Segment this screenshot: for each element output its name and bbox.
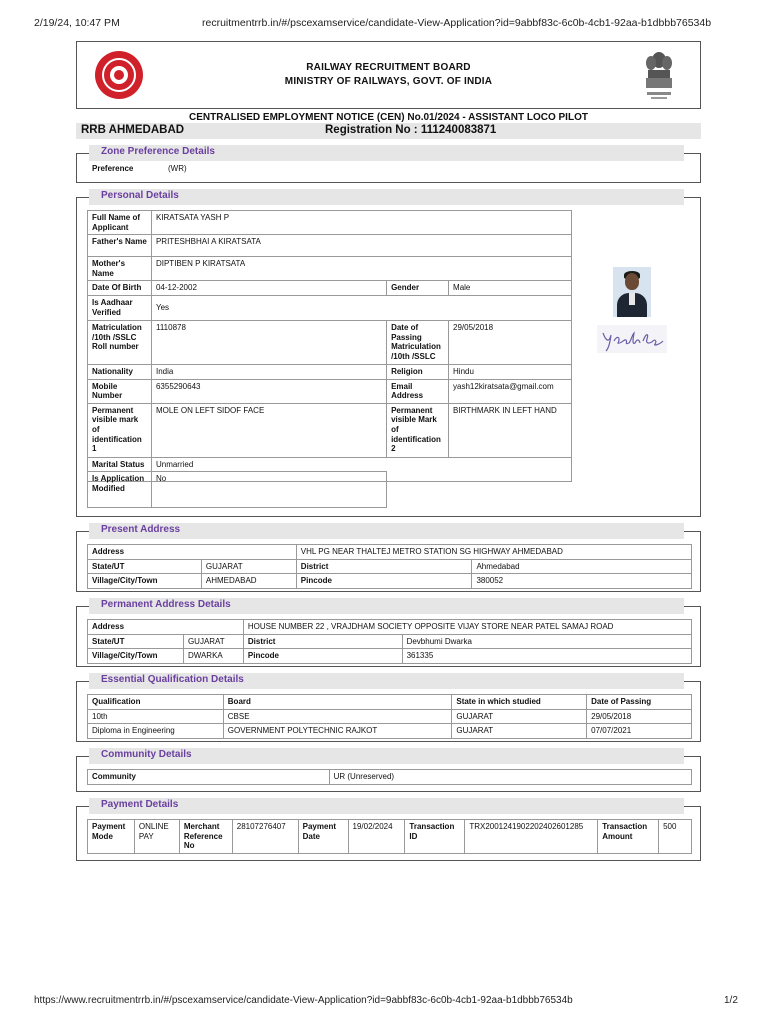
section-heading bbox=[89, 523, 684, 539]
table-row bbox=[88, 574, 692, 589]
gender-label: Gender bbox=[387, 281, 449, 296]
present-state-value: GUJARAT bbox=[201, 559, 296, 574]
table-row bbox=[88, 472, 387, 508]
permanent-district-label: District bbox=[243, 634, 402, 649]
transaction-id-label: Transaction ID bbox=[405, 820, 465, 854]
religion-value: Hindu bbox=[449, 364, 572, 379]
gender-value: Male bbox=[449, 281, 572, 296]
column-header: Board bbox=[223, 695, 452, 710]
mobile-value: 6355290643 bbox=[151, 379, 386, 403]
table-row bbox=[88, 364, 572, 379]
column-header: State in which studied bbox=[452, 695, 587, 710]
full-name-label: Full Name of Applicant bbox=[88, 211, 152, 235]
table-cell: 10th bbox=[88, 709, 224, 724]
qualification-section-title: Essential Qualification Details bbox=[101, 674, 244, 685]
table-cell: Diploma in Engineering bbox=[88, 724, 224, 739]
table-cell: GUJARAT bbox=[452, 709, 587, 724]
permanent-state-label: State/UT bbox=[88, 634, 184, 649]
mobile-label: Mobile Number bbox=[88, 379, 152, 403]
table-header-row bbox=[88, 695, 692, 710]
print-url: recruitmentrrb.in/#/pscexamservice/candidate-View-Application?id=9abbf83c-6c0b-4cb1-92aa-b1dbbb76534b bbox=[202, 17, 712, 29]
permanent-pincode-label: Pincode bbox=[243, 649, 402, 664]
table-cell: GUJARAT bbox=[452, 724, 587, 739]
permanent-city-label: Village/City/Town bbox=[88, 649, 184, 664]
email-value: yash12kiratsata@gmail.com bbox=[449, 379, 572, 403]
present-district-value: Ahmedabad bbox=[472, 559, 692, 574]
permanent-address-table bbox=[87, 619, 692, 664]
aadhaar-value: Yes bbox=[151, 295, 571, 320]
father-name-label: Father's Name bbox=[88, 235, 152, 257]
permanent-district-value: Devbhumi Dwarka bbox=[402, 634, 691, 649]
column-header: Qualification bbox=[88, 695, 224, 710]
table-row bbox=[88, 724, 692, 739]
transaction-id-value: TRX2001241902202402601285 bbox=[465, 820, 598, 854]
payment-section bbox=[76, 799, 701, 861]
community-section-title: Community Details bbox=[101, 749, 192, 760]
merchant-ref-value: 28107276407 bbox=[232, 820, 298, 854]
print-datetime: 2/19/24, 10:47 PM bbox=[34, 17, 120, 29]
zone-preference-section bbox=[76, 146, 701, 183]
table-row bbox=[88, 379, 572, 403]
permanent-address-section bbox=[76, 599, 701, 667]
mother-name-value: DIPTIBEN P KIRATSATA bbox=[151, 257, 571, 281]
aadhaar-label: Is Aadhaar Verified bbox=[88, 295, 152, 320]
table-row bbox=[88, 211, 572, 235]
mark2-value: BIRTHMARK IN LEFT HAND bbox=[449, 403, 572, 457]
present-address-section bbox=[76, 524, 701, 592]
table-row bbox=[88, 770, 692, 785]
transaction-amount-label: Transaction Amount bbox=[598, 820, 659, 854]
mark1-value: MOLE ON LEFT SIDOF FACE bbox=[151, 403, 386, 457]
permanent-address-value: HOUSE NUMBER 22 , VRAJDHAM SOCIETY OPPOSITE VIJAY STORE NEAR PATEL SAMAJ ROAD bbox=[243, 620, 691, 635]
transaction-amount-value: 500 bbox=[659, 820, 692, 854]
community-section bbox=[76, 749, 701, 792]
table-row bbox=[88, 634, 692, 649]
section-heading bbox=[89, 145, 684, 161]
payment-table bbox=[87, 819, 692, 854]
document-header bbox=[76, 41, 701, 109]
table-cell: 29/05/2018 bbox=[587, 709, 692, 724]
present-address-label: Address bbox=[88, 545, 297, 560]
table-row bbox=[88, 235, 572, 257]
registration-number: Registration No : 111240083871 bbox=[325, 124, 497, 136]
present-address-value: VHL PG NEAR THALTEJ METRO STATION SG HIGHWAY AHMEDABAD bbox=[296, 545, 691, 560]
page-number: 1/2 bbox=[724, 995, 738, 1006]
matric-date-label: Date of Passing Matriculation /10th /SSLC bbox=[387, 320, 449, 364]
present-address-table bbox=[87, 544, 692, 589]
table-row bbox=[88, 820, 692, 854]
present-city-value: AHMEDABAD bbox=[201, 574, 296, 589]
dob-label: Date Of Birth bbox=[88, 281, 152, 296]
applicant-signature bbox=[597, 325, 667, 353]
table-row bbox=[88, 559, 692, 574]
present-pincode-label: Pincode bbox=[296, 574, 472, 589]
merchant-ref-label: Merchant Reference No bbox=[179, 820, 232, 854]
mark1-label: Permanent visible mark of identification 1 bbox=[88, 403, 152, 457]
table-row bbox=[88, 257, 572, 281]
applicant-photo bbox=[613, 267, 651, 317]
section-heading bbox=[89, 798, 684, 814]
table-row bbox=[88, 295, 572, 320]
father-name-value: PRITESHBHAI A KIRATSATA bbox=[151, 235, 571, 257]
modified-table bbox=[87, 471, 387, 508]
table-row bbox=[88, 709, 692, 724]
nationality-value: India bbox=[151, 364, 386, 379]
present-section-title: Present Address bbox=[101, 524, 181, 535]
matric-value: 1110878 bbox=[151, 320, 386, 364]
ministry-title: MINISTRY OF RAILWAYS, GOVT. OF INDIA bbox=[284, 76, 493, 87]
marital-label: Marital Status bbox=[88, 457, 152, 481]
section-heading bbox=[89, 673, 684, 689]
table-cell: 07/07/2021 bbox=[587, 724, 692, 739]
rrb-name: RRB AHMEDABAD bbox=[81, 124, 185, 136]
present-district-label: District bbox=[296, 559, 472, 574]
payment-section-title: Payment Details bbox=[101, 799, 179, 810]
table-row bbox=[88, 281, 572, 296]
column-header: Date of Passing bbox=[587, 695, 692, 710]
community-table bbox=[87, 769, 692, 785]
personal-section-title: Personal Details bbox=[101, 190, 179, 201]
railway-logo-icon bbox=[95, 51, 143, 99]
marital-value: Unmarried bbox=[151, 457, 571, 481]
dob-value: 04-12-2002 bbox=[151, 281, 386, 296]
table-row bbox=[88, 545, 692, 560]
present-city-label: Village/City/Town bbox=[88, 574, 202, 589]
religion-label: Religion bbox=[387, 364, 449, 379]
nationality-label: Nationality bbox=[88, 364, 152, 379]
mark2-label: Permanent visible Mark of identification 2 bbox=[387, 403, 449, 457]
qualification-section bbox=[76, 674, 701, 742]
payment-date-value: 19/02/2024 bbox=[348, 820, 405, 854]
permanent-city-value: DWARKA bbox=[183, 649, 243, 664]
zone-section-title: Zone Preference Details bbox=[101, 146, 215, 157]
qualification-table bbox=[87, 694, 692, 739]
personal-table bbox=[87, 210, 572, 482]
table-cell: CBSE bbox=[223, 709, 452, 724]
section-heading bbox=[89, 598, 684, 614]
payment-date-label: Payment Date bbox=[298, 820, 348, 854]
present-pincode-value: 380052 bbox=[472, 574, 692, 589]
preference-label: Preference bbox=[92, 164, 134, 173]
national-emblem-icon bbox=[639, 50, 679, 102]
personal-details-section bbox=[76, 190, 701, 517]
section-heading bbox=[89, 748, 684, 764]
board-title: RAILWAY RECRUITMENT BOARD bbox=[306, 62, 471, 73]
full-name-value: KIRATSATA YASH P bbox=[151, 211, 571, 235]
table-row bbox=[88, 620, 692, 635]
table-cell: GOVERNMENT POLYTECHNIC RAJKOT bbox=[223, 724, 452, 739]
matric-label: Matriculation /10th /SSLC Roll number bbox=[88, 320, 152, 364]
table-row bbox=[88, 320, 572, 364]
modified-value: No bbox=[151, 472, 386, 508]
mother-name-label: Mother's Name bbox=[88, 257, 152, 281]
permanent-pincode-value: 361335 bbox=[402, 649, 691, 664]
section-heading bbox=[89, 189, 684, 205]
modified-label: Is Application Modified bbox=[88, 472, 152, 508]
permanent-section-title: Permanent Address Details bbox=[101, 599, 231, 610]
community-value: UR (Unreserved) bbox=[329, 770, 691, 785]
table-row bbox=[88, 649, 692, 664]
payment-mode-value: ONLINE PAY bbox=[134, 820, 179, 854]
print-footer-url: https://www.recruitmentrrb.in/#/pscexamservice/candidate-View-Application?id=9abbf83c-6c0b-4cb1-92aa-b1dbbb76534b bbox=[34, 995, 573, 1006]
payment-mode-label: Payment Mode bbox=[88, 820, 135, 854]
community-label: Community bbox=[88, 770, 330, 785]
preference-value: (WR) bbox=[168, 164, 187, 173]
table-row bbox=[88, 403, 572, 457]
cen-title: CENTRALISED EMPLOYMENT NOTICE (CEN) No.01/2024 - ASSISTANT LOCO PILOT bbox=[189, 112, 588, 123]
rrb-bar bbox=[76, 123, 701, 139]
email-label: Email Address bbox=[387, 379, 449, 403]
permanent-address-label: Address bbox=[88, 620, 244, 635]
permanent-state-value: GUJARAT bbox=[183, 634, 243, 649]
matric-date-value: 29/05/2018 bbox=[449, 320, 572, 364]
present-state-label: State/UT bbox=[88, 559, 202, 574]
